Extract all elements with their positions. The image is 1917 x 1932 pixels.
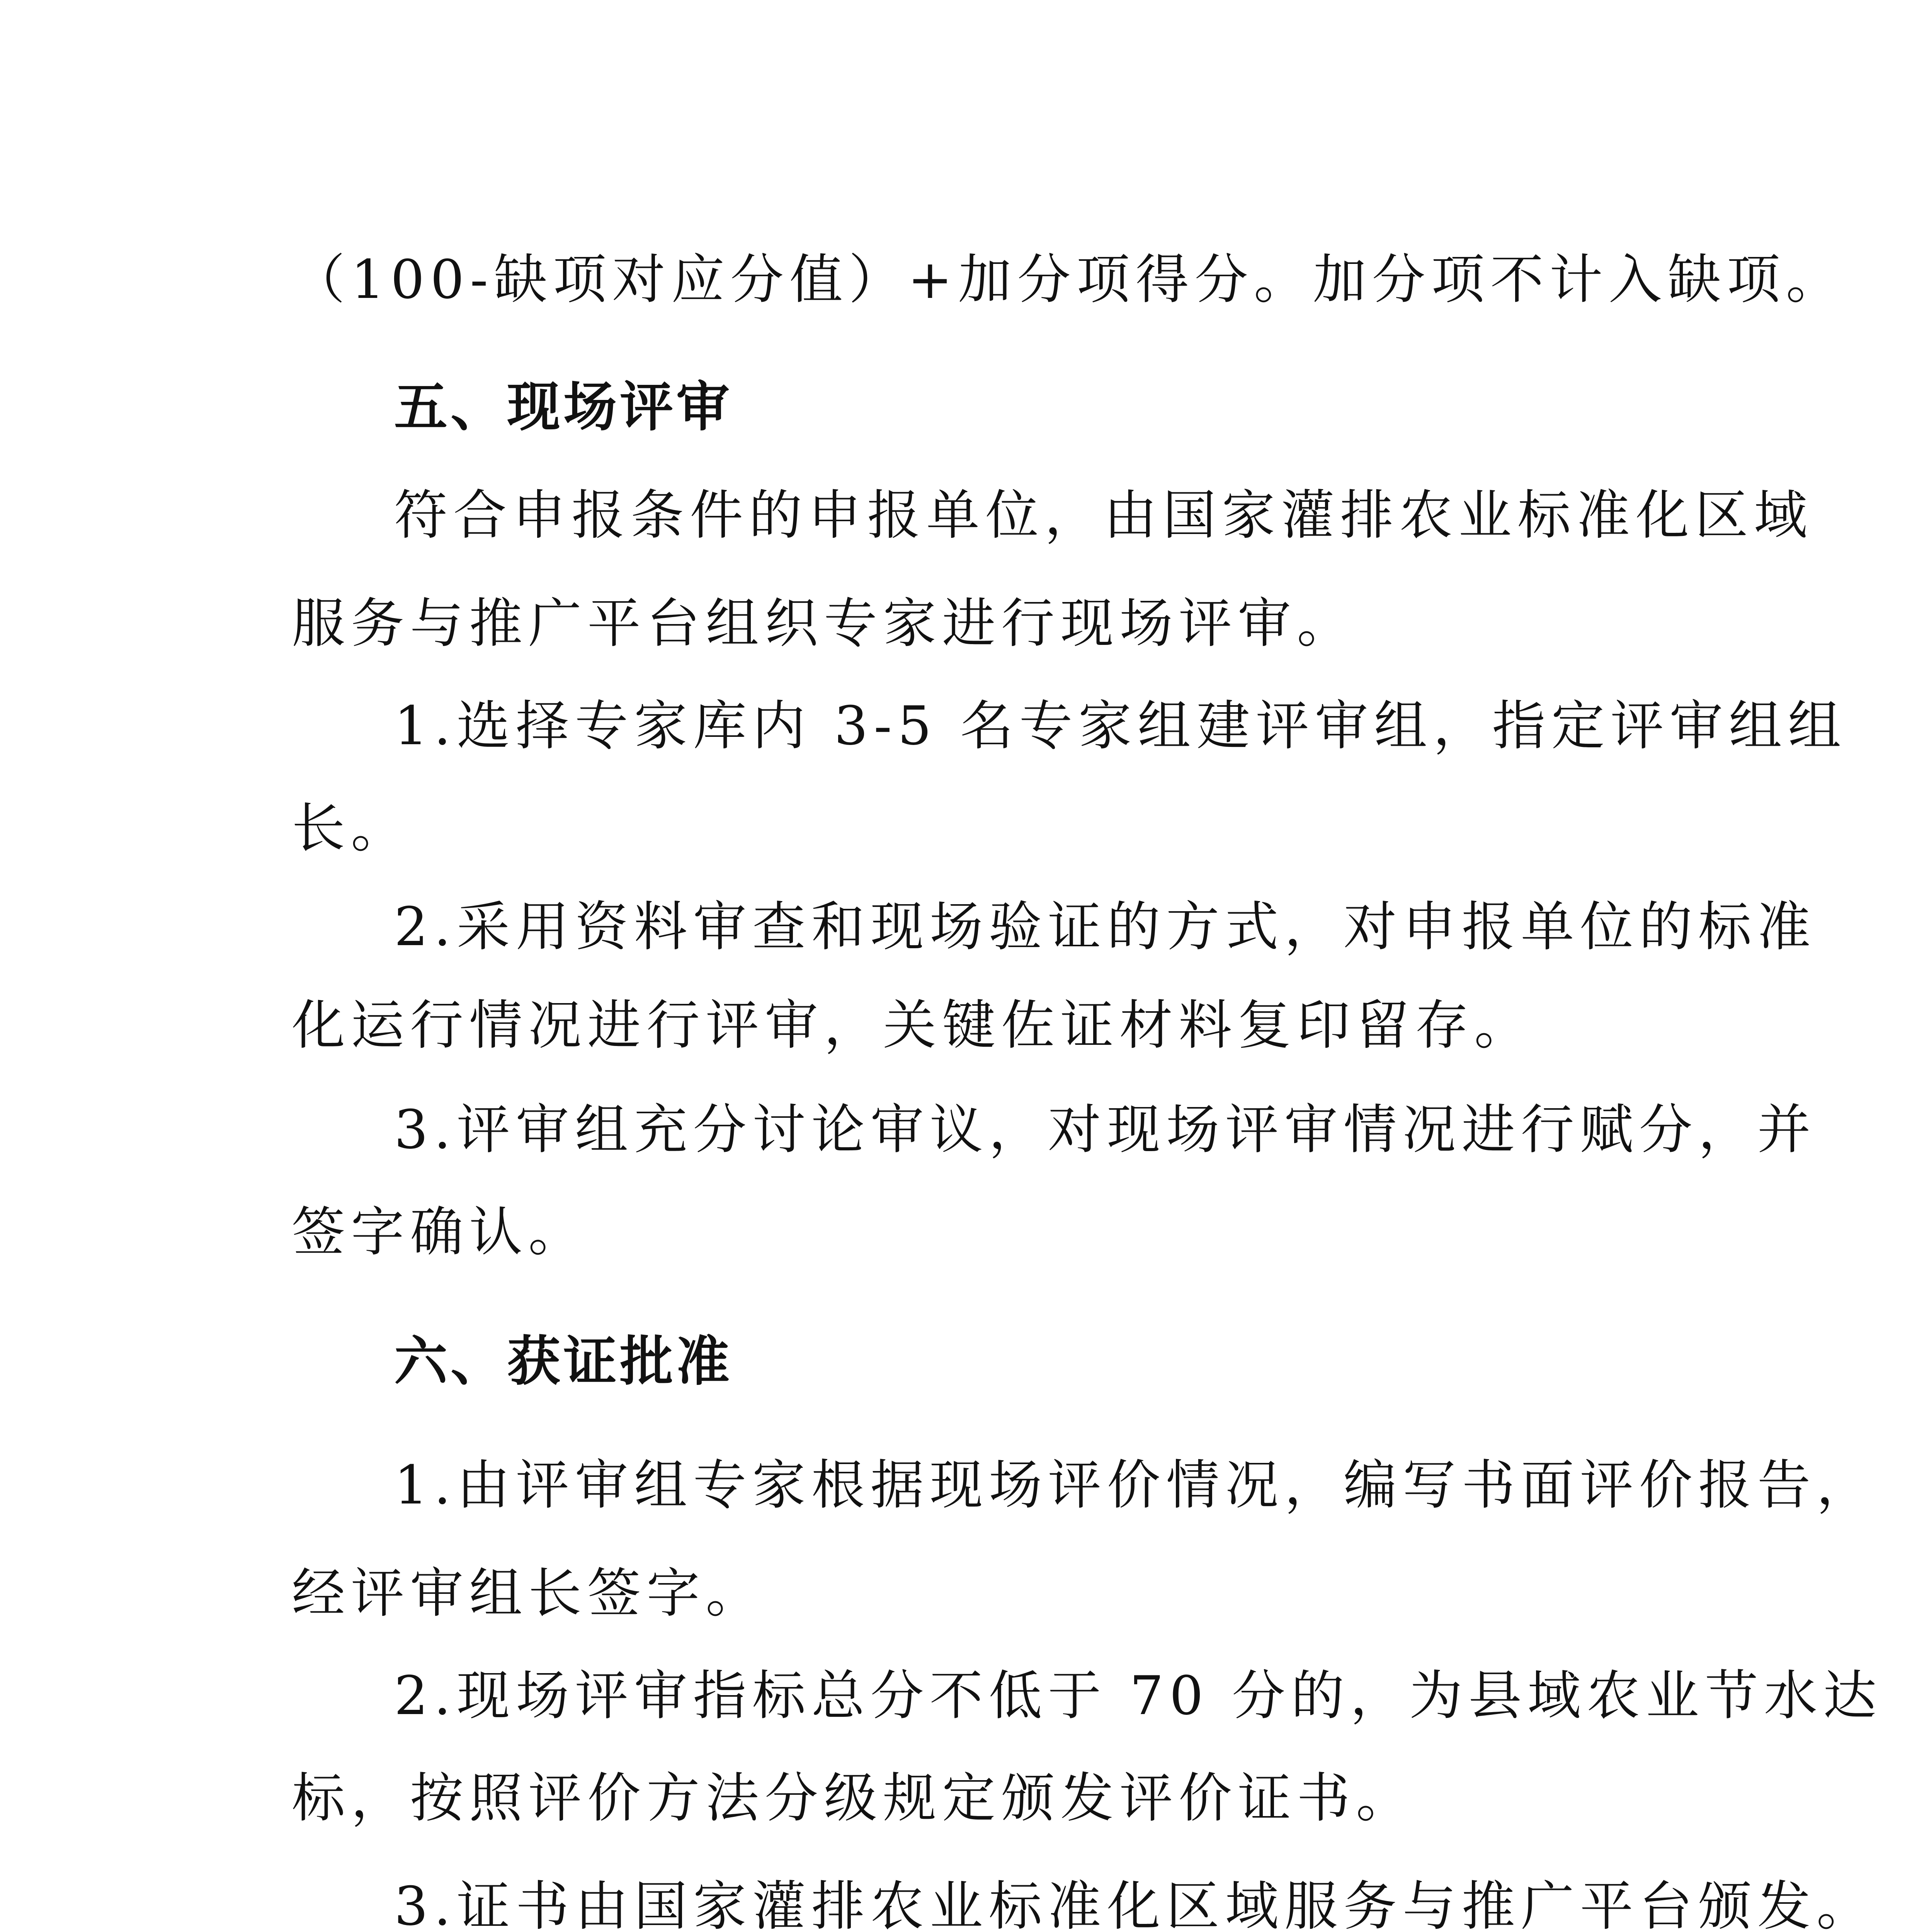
section6-item3-line1: 3.证书由国家灌排农业标准化区域服务与推广平台颁发。 (394, 1875, 1876, 1932)
section5-item1-line2: 长。 (292, 797, 410, 859)
section5-item2-line2: 化运行情况进行评审，关键佐证材料复印留存。 (292, 994, 1534, 1056)
section5-item3-line2: 签字确认。 (292, 1201, 588, 1263)
section6-item2-line2: 标，按照评价方法分级规定颁发评价证书。 (292, 1767, 1415, 1829)
section-heading-certification-approval: 六、获证批准 (394, 1330, 733, 1393)
section6-item1-line1: 1.由评审组专家根据现场评价情况，编写书面评价报告， (394, 1454, 1876, 1516)
section6-item1-line2: 经评审组长签字。 (292, 1562, 765, 1624)
paragraph-continuation: （100-缺项对应分值）+加分项得分。加分项不计入缺项。 (292, 248, 1845, 311)
section5-intro-line2: 服务与推广平台组织专家进行现场评审。 (292, 592, 1356, 655)
section5-item3-line1: 3.评审组充分讨论审议，对现场评审情况进行赋分，并 (394, 1099, 1817, 1161)
section5-item1-line1: 1.选择专家库内 3-5 名专家组建评审组，指定评审组组 (394, 695, 1847, 757)
section5-item2-line1: 2.采用资料审查和现场验证的方式，对申报单位的标准 (394, 896, 1817, 958)
section-heading-onsite-review: 五、现场评审 (394, 376, 733, 438)
section5-intro-line1: 符合申报条件的申报单位，由国家灌排农业标准化区域 (394, 484, 1813, 546)
section6-item2-line1: 2.现场评审指标总分不低于 70 分的，为县域农业节水达 (394, 1665, 1882, 1727)
